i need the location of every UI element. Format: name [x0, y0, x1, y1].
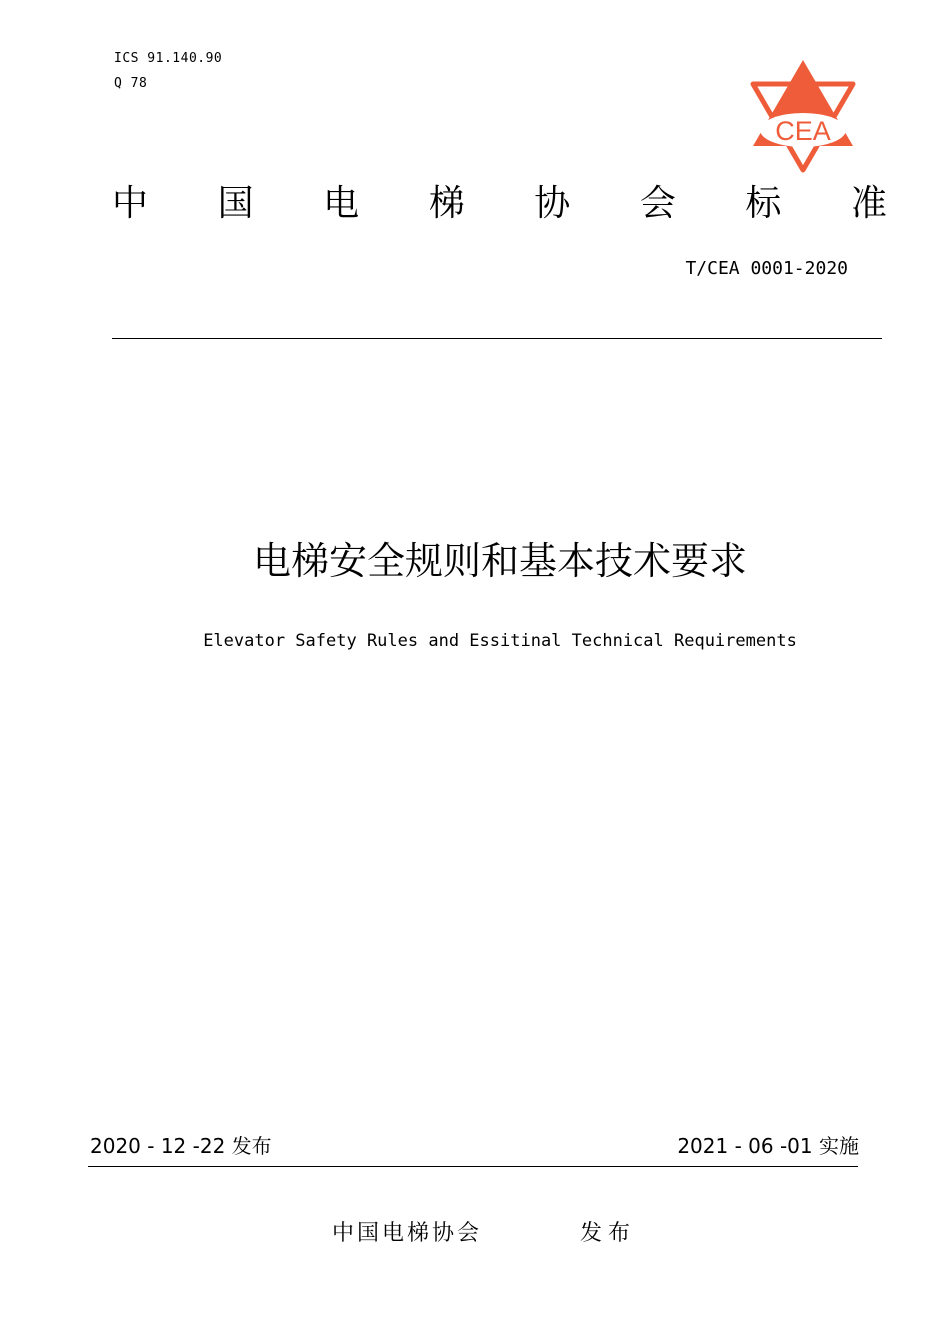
document-title-zh: 电梯安全规则和基本技术要求	[252, 539, 747, 583]
standard-type-char: 电	[323, 183, 360, 224]
footer-divider	[88, 1166, 858, 1167]
publisher-name: 中国电梯协会	[332, 1221, 483, 1246]
issue-date: 2020 - 12 -22 发布	[90, 1134, 272, 1158]
logo-text: CEA	[775, 116, 831, 146]
implementation-date: 2021 - 06 -01 实施	[677, 1134, 859, 1158]
standard-number: T/CEA 0001-2020	[685, 258, 848, 279]
standard-type-char: 准	[850, 183, 887, 224]
header-divider	[112, 338, 882, 339]
cea-logo-icon	[750, 58, 856, 174]
standard-type-heading	[112, 183, 887, 224]
standard-type-char: 中	[112, 183, 149, 224]
document-title-en: Elevator Safety Rules and Essitinal Technical Requirements	[203, 631, 797, 651]
standard-type-char: 会	[639, 183, 676, 224]
standard-type-char: 国	[217, 183, 254, 224]
publish-label: 发布	[580, 1221, 637, 1246]
standard-type-char: 标	[745, 183, 782, 224]
standard-type-char: 协	[534, 183, 571, 224]
ics-code: ICS 91.140.90	[114, 51, 223, 66]
ccs-code: Q 78	[114, 76, 148, 91]
standard-type-char: 梯	[428, 183, 465, 224]
